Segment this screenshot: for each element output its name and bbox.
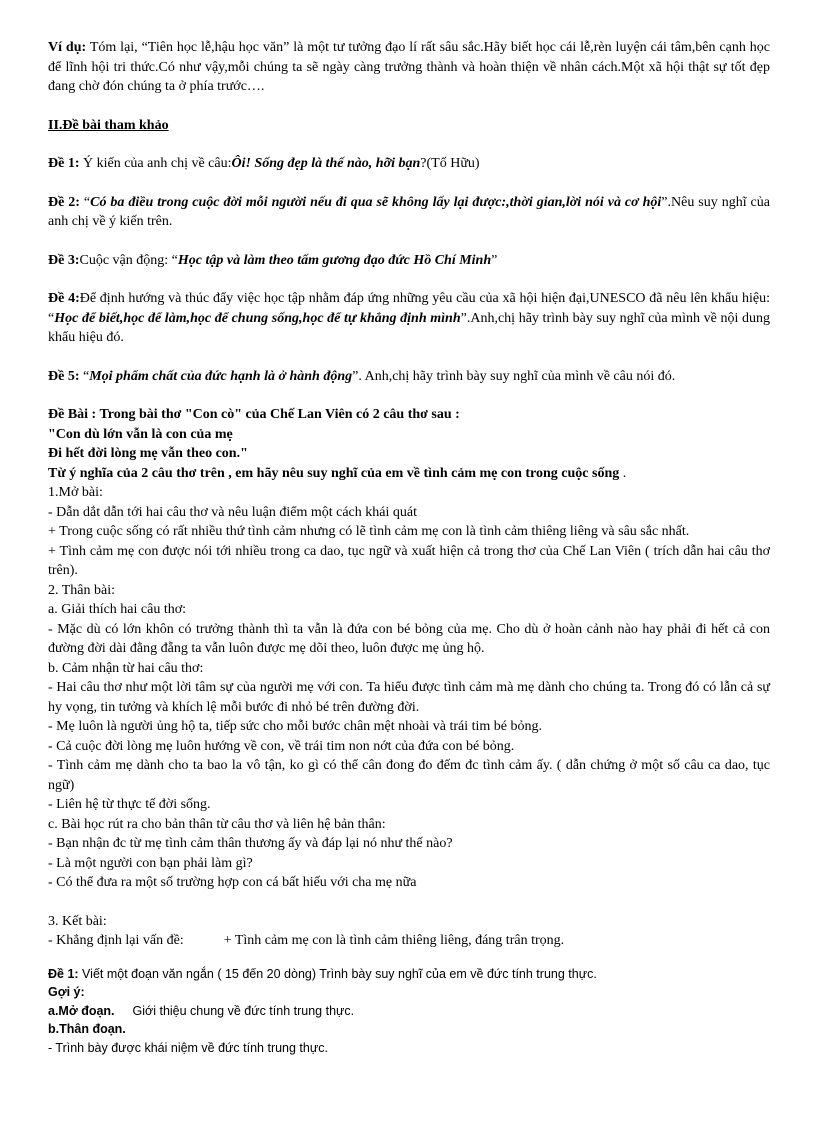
outline-line: 2. Thân bài: [48, 582, 116, 598]
poem-line-1: "Con dù lớn vẫn là con của mẹ [48, 426, 233, 442]
topic-1-pre: Ý kiến của anh chị về câu: [79, 156, 232, 171]
topic-5-label: Đề 5: [48, 368, 80, 384]
topic-1-label: Đề 1: [48, 156, 80, 171]
topic-5 [48, 367, 770, 387]
topic-3-pre: Cuộc vận động: “ [79, 252, 178, 268]
topic-1 [48, 154, 770, 174]
topic-5-pre: “ [79, 368, 90, 384]
outline-line: + Trong cuộc sống có rất nhiều thứ tình cảm nhưng có lẽ tình cảm mẹ con là tình cảm thiêng liêng và sâu sắc nhất. [48, 524, 690, 539]
topic-4-quote: Học để biết,học để làm,học để chung sống,học để tự khẳng định mình [54, 310, 461, 326]
poem-line-2: Đi hết đời lòng mẹ vẫn theo con." [48, 446, 248, 461]
document-page [48, 38, 770, 1057]
intro-label: Ví dụ: [48, 40, 87, 55]
exercise-line [48, 965, 770, 984]
topic-2-label: Đề 2: [48, 194, 80, 210]
essay-question-end: . [622, 465, 627, 481]
essay-question [48, 464, 770, 484]
exercise-hint: Gợi ý: [48, 985, 85, 999]
essay-question-text: Từ ý nghĩa của 2 câu thơ trên , em hãy nêu suy nghĩ của em về tình cảm mẹ con trong cuộc sống [48, 465, 623, 481]
outline-line: - Mặc dù có lớn khôn có trưởng thành thì ta vẫn là đứa con bé bỏng của mẹ. Cho dù ở hoàn cảnh nào hay phải đi hết cả con đường đời dài đằng đẵng ta vẫn luôn được mẹ dõi theo, luôn được mẹ ủng hộ. [48, 621, 770, 656]
topic-5-quote: Mọi phẩm chất của đức hạnh là ở hành động [89, 368, 353, 384]
outline-line: b. Cảm nhận từ hai câu thơ: [48, 660, 204, 676]
outline-line: - Dẫn dắt dẫn tới hai câu thơ và nêu luận điểm một cách khái quát [48, 504, 417, 520]
topic-4-post: ”.Anh,chị hãy trình bày suy nghĩ của mình về nội dung khẩu hiệu đó. [48, 310, 770, 345]
outline-line: - Mẹ luôn là người ủng hộ ta, tiếp sức cho mỗi bước chân mệt nhoài và trái tim bé bỏng. [48, 719, 543, 734]
outline-line: + Tình cảm mẹ con được nói tới nhiều trong ca dao, tục ngữ và xuất hiện cả trong thơ của Chế Lan Viên ( trích dẫn hai câu thơ trên). [48, 543, 770, 578]
topic-3-label: Đề 3: [48, 252, 80, 268]
exercise-block [48, 965, 770, 1058]
intro-text: Tóm lại, “Tiên học lễ,hậu học văn” là một tư tưởng đạo lí rất sâu sắc.Hãy biết học cái lễ,rèn luyện cái tâm,bên cạnh học để lĩnh hội tri thức.Có như vậy,mỗi chúng ta sẽ ngày càng trưởng thành và hoàn thiện về nhân cách.Một xã hội thật sự tốt đẹp đang chờ đón chúng ta ở phía trước…. [48, 40, 770, 94]
conclusion-b: + Tình cảm mẹ con là tình cảm thiêng liêng, đáng trân trọng. [223, 933, 565, 948]
outline-line: - Cả cuộc đời lòng mẹ luôn hướng về con, về trái tim non nớt của đứa con bé bỏng. [48, 738, 515, 754]
exercise-a-text: Giới thiệu chung về đức tính trung thực. [132, 1003, 355, 1018]
intro-paragraph [48, 38, 770, 97]
topic-3-post: ” [491, 252, 498, 268]
outline-line: a. Giải thích hai câu thơ: [48, 602, 187, 617]
topic-4-pre: Để định hướng và thúc đẩy việc học tập nhằm đáp ứng những yêu cầu của xã hội hiện đại,UNESCO đã nêu lên khẩu hiệu: “ [48, 291, 770, 326]
topic-3 [48, 251, 770, 271]
conclusion-a: - Khẳng định lại vấn đề: [48, 933, 184, 948]
exercise-a-label: a.Mở đoạn. [48, 1003, 115, 1018]
topic-2 [48, 193, 770, 232]
topic-4-label: Đề 4: [48, 291, 80, 306]
outline-line: - Tình cảm mẹ dành cho ta bao la vô tận, ko gì có thể cân đong đo đếm đc tình cảm ấy. ( dẫn chứng ở một số câu ca dao, tục ngữ) [48, 758, 770, 793]
outline-line: - Hai câu thơ như một lời tâm sự của người mẹ với con. Ta hiểu được tình cảm mà mẹ dành cho chúng ta. Trong đó có lẫn cả sự hy vọng, tin tưởng và khích lệ mỗi bước đi nhỏ bé trên đường đời. [48, 680, 770, 715]
outline-line: - Có thể đưa ra một số trường hợp con cá bất hiếu với cha mẹ nữa [48, 875, 417, 890]
conclusion-line [48, 931, 770, 951]
outline-line: - Bạn nhận đc từ mẹ tình cảm thân thương ấy và đáp lại nó như thế nào? [48, 836, 453, 851]
section2-heading: II.Đề bài tham khảo [48, 117, 169, 133]
topic-2-post: ”.Nêu suy nghĩ của anh chị về ý kiến trên. [48, 194, 770, 229]
outline-line: c. Bài học rút ra cho bản thân từ câu thơ và liên hệ bản thân: [48, 816, 386, 832]
section-heading [48, 116, 770, 136]
essay-heading: Đề Bài : Trong bài thơ "Con cò" của Chế Lan Viên có 2 câu thơ sau : [48, 407, 460, 422]
exercise-b-label: b.Thân đoạn. [48, 1022, 126, 1036]
exercise-b-text: - Trình bày được khái niệm về đức tính trung thực. [48, 1040, 328, 1055]
topic-3-quote: Học tập và làm theo tấm gương đạo đức Hồ Chí Minh [177, 252, 492, 268]
topic-1-post: ?(Tố Hữu) [420, 156, 480, 171]
topic-1-quote: Ôi! Sống đẹp là thế nào, hỡi bạn [231, 156, 421, 171]
topic-4 [48, 289, 770, 348]
topic-5-post: ”. Anh,chị hãy trình bày suy nghĩ của mình về câu nói đó. [352, 368, 676, 384]
exercise-text: Viết một đoạn văn ngắn ( 15 đến 20 dòng) Trình bày suy nghĩ của em về đức tính trung thực. [78, 966, 597, 981]
exercise-label: Đề 1: [48, 966, 79, 981]
conclusion-heading: 3. Kết bài: [48, 913, 107, 929]
exercise-a [48, 1002, 770, 1021]
outline-line: - Là một người con bạn phải làm gì? [48, 855, 253, 871]
outline-line: - Liên hệ từ thực tế đời sống. [48, 797, 211, 812]
topic-2-quote: Có ba điều trong cuộc đời mỗi người nếu đi qua sẽ không lấy lại được:,thời gian,lời nói và cơ hội [90, 194, 662, 210]
outline-line: 1.Mở bài: [48, 485, 103, 500]
topic-2-pre: “ [79, 194, 91, 210]
